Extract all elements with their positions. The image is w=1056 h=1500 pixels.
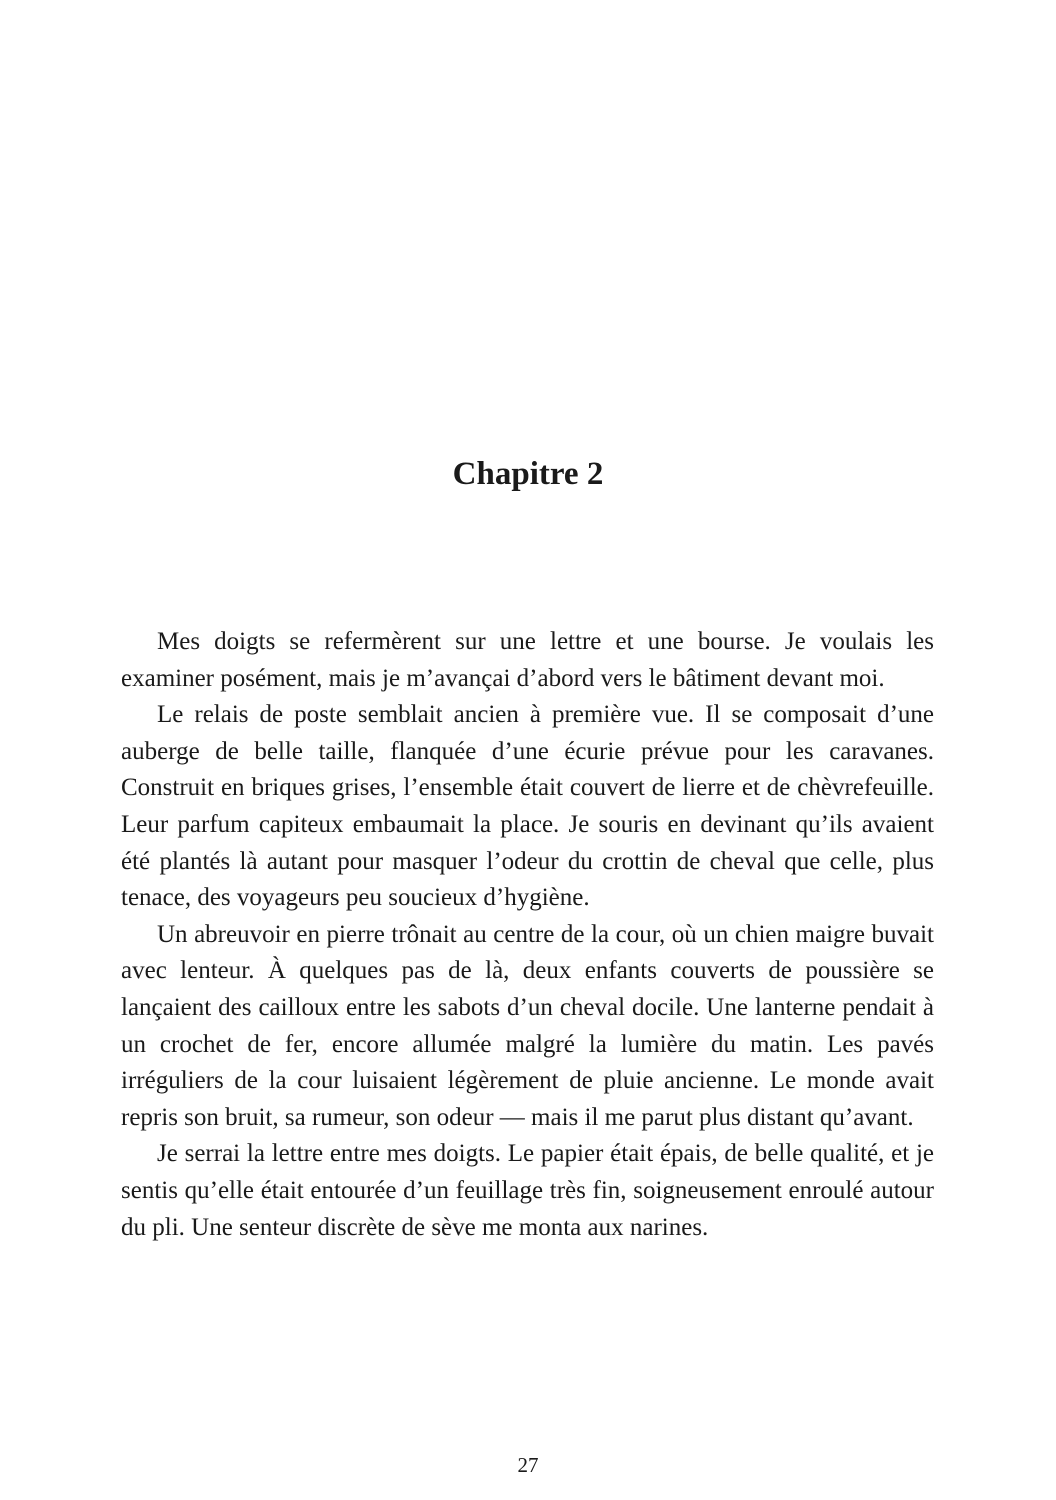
page-number: 27 bbox=[517, 1453, 539, 1477]
paragraph: Un abreuvoir en pierre trônait au centre de la cour, où un chien maigre buvait avec lenteur. À quelques pas de là, deux enfants couverts de poussière se lançaient des cailloux entre les sabots d’un cheval docile. Une lanterne pendait à un crochet de fer, encore allumée malgré la lumière du matin. Les pavés irréguliers de la cour luisaient légèrement de pluie ancienne. Le monde avait repris son bruit, sa rumeur, son odeur — mais il me parut plus distant qu’avant. bbox=[121, 920, 934, 1131]
paragraph: Je serrai la lettre entre mes doigts. Le papier était épais, de belle qualité, et je sentis qu’elle était entourée d’un feuillage très fin, soigneusement enroulé autour du pli. Une senteur discrète de sève me monta aux narines. bbox=[121, 1140, 934, 1241]
chapter-title: Chapitre 2 bbox=[452, 456, 604, 492]
paragraph: Le relais de poste semblait ancien à première vue. Il se composait d’une auberge de belle taille, flanquée d’une écurie prévue pour les caravanes. Construit en briques grises, l’ensemble était couvert de lierre et de chèvrefeuille. Leur parfum capiteux embaumait la place. Je souris en devinant qu’ils avaient été plantés là autant pour masquer l’odeur du crottin de cheval que celle, plus tenace, des voyageurs peu soucieux d’hygiène. bbox=[121, 701, 934, 912]
body-text bbox=[121, 624, 934, 1246]
paragraph: Mes doigts se refermèrent sur une lettre et une bourse. Je voulais les examiner posément, mais je m’avançai d’abord vers le bâtiment devant moi. bbox=[121, 628, 934, 692]
